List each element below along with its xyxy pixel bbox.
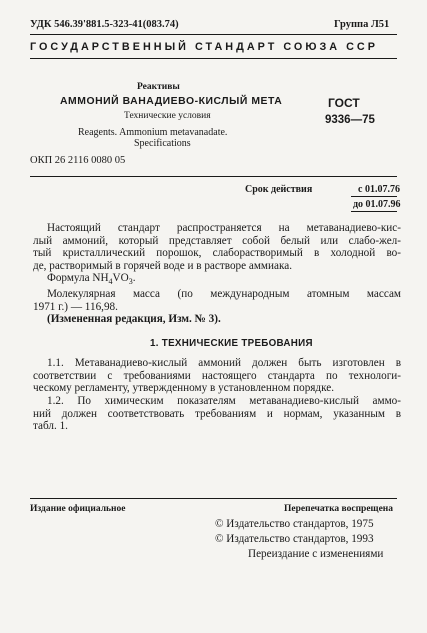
copyright-1975: © Издательство стандартов, 1975 (215, 518, 374, 530)
clause-line: 1.2. По химическим показателям метаванадиево-кислый аммо- (47, 395, 401, 407)
section-heading: 1. ТЕХНИЧЕСКИЕ ТРЕБОВАНИЯ (150, 338, 313, 349)
formula-end: . (132, 272, 136, 284)
clause-line: 1.1. Метаванадиево-кислый аммоний должен быть изготовлен в (47, 357, 401, 369)
intro-paragraph (33, 222, 401, 272)
clause-line: соответствии с требованиями настоящего стандарта по технологи- (33, 369, 401, 382)
english-title-line2: Specifications (134, 138, 191, 149)
okp-code: ОКП 26 2116 0080 05 (30, 155, 126, 166)
clause-1-1 (33, 357, 401, 395)
clause-line: ческому регламенту, утвержденному в установленном порядке. (33, 382, 335, 395)
validity-underline (351, 196, 397, 197)
mass-line: Молекулярная масса (по международным атомным массам (47, 288, 401, 300)
formula-subscript: 3 (128, 277, 133, 287)
validity-from: с 01.07.76 (358, 184, 400, 195)
category-label: Реактивы (137, 82, 180, 92)
udk-code: УДК 546.39'881.5-323-41(083.74) (30, 19, 179, 30)
mass-line: 1971 г.) — 116,98. (33, 300, 118, 313)
group-code: Группа Л51 (334, 19, 390, 30)
clause-1-2 (33, 395, 401, 433)
clause-line: ний должен соответствовать требованиям и нормам, указанным в (33, 407, 401, 420)
copyright-1993: © Издательство стандартов, 1993 (215, 533, 374, 545)
org-rule (30, 58, 397, 59)
formula-middle: VO (112, 272, 129, 284)
validity-rule (30, 176, 397, 177)
validity-to: до 01.07.96 (353, 199, 401, 210)
english-title-line1: Reagents. Ammonium metavanadate. (78, 127, 228, 138)
formula (47, 272, 136, 286)
validity-underline-2 (351, 211, 397, 212)
mass-paragraph (33, 288, 401, 313)
intro-line: тый кристаллический порошок, слаборастворимый в холодной во- (33, 247, 401, 260)
intro-line: Настоящий стандарт распространяется на метаванадиево-кис- (47, 222, 401, 234)
formula-subscript: 4 (108, 277, 113, 287)
standard-title: АММОНИЙ ВАНАДИЕВО-КИСЛЫЙ МЕТА (60, 96, 283, 107)
gost-label: ГОСТ (328, 96, 360, 110)
org-title: ГОСУДАРСТВЕННЫЙ СТАНДАРТ СОЮЗА ССР (30, 41, 378, 53)
reprint-notice: Перепечатка воспрещена (284, 504, 394, 514)
intro-line: де, растворимый в горячей воде и в растворе аммиака. (33, 259, 292, 272)
footer-rule (30, 498, 397, 499)
formula-label: Формула NH (47, 272, 109, 284)
gost-number: 9336—75 (325, 114, 375, 126)
validity-label: Срок действия (245, 184, 313, 195)
edit-note: (Измененная редакция, Изм. № 3). (47, 313, 221, 325)
intro-line: лый аммоний, который представляет собой белый или слабо-жел- (33, 234, 401, 247)
standard-subtitle: Технические условия (124, 111, 211, 121)
clause-line: табл. 1. (33, 420, 68, 433)
header-rule (30, 34, 397, 35)
official-edition-label: Издание официальное (30, 504, 126, 514)
reissue-note: Переиздание с изменениями (248, 548, 384, 560)
